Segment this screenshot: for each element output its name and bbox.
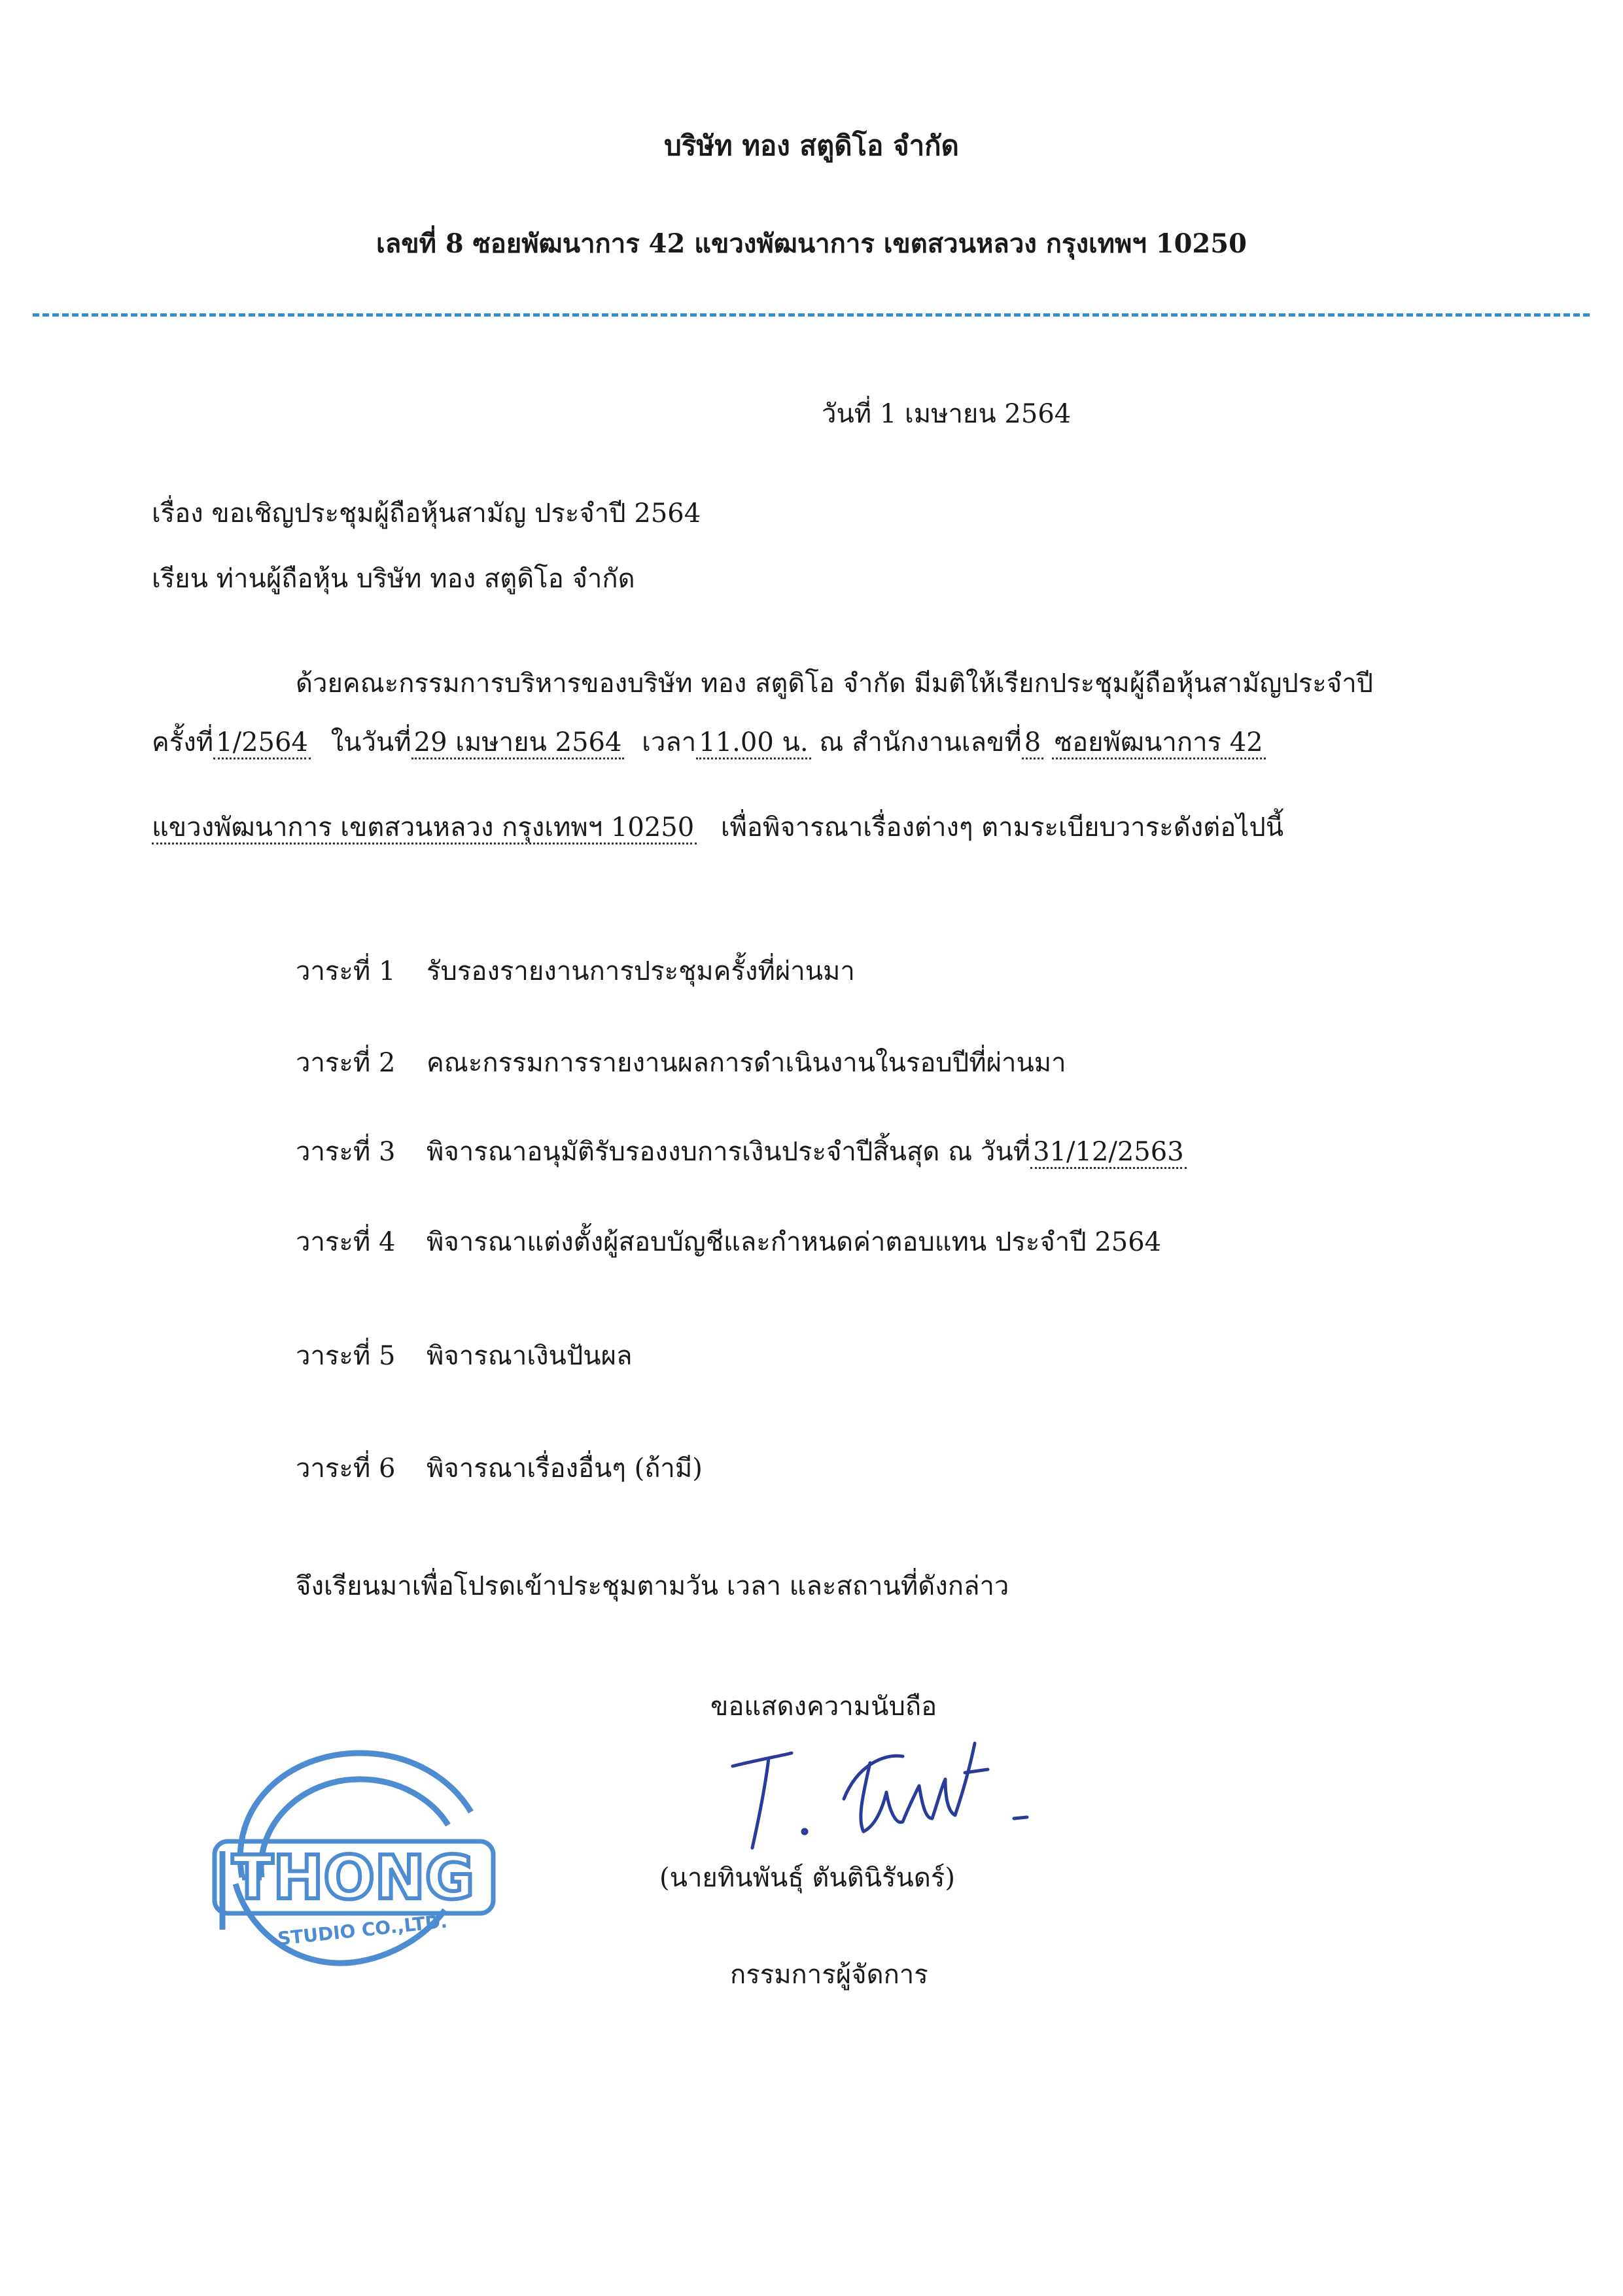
stamp-subtitle: STUDIO CO.,LTD. xyxy=(276,1910,449,1950)
header-divider xyxy=(33,313,1590,317)
agenda-text: พิจารณาอนุมัติรับรองงบการเงินประจำปีสิ้นสุด ณ วันที่ xyxy=(427,1137,1031,1167)
letter-date: วันที่ 1 เมษายน 2564 xyxy=(822,399,1072,429)
agenda-date: 31/12/2563 xyxy=(1030,1137,1187,1169)
meeting-no-label: ครั้งที่ xyxy=(152,727,214,757)
signer-title: กรรมการผู้จัดการ xyxy=(730,1960,928,1990)
meeting-time: 11.00 น. xyxy=(696,727,811,759)
agenda-text: คณะกรรมการรายงานผลการดำเนินงานในรอบปีที่ผ่านมา xyxy=(427,1048,1066,1078)
agenda-item-6 xyxy=(296,1447,703,1489)
company-address: เลขที่ 8 ซอยพัฒนาการ 42 แขวงพัฒนาการ เขตสวนหลวง กรุงเทพฯ 10250 xyxy=(376,228,1247,259)
agenda-item-2 xyxy=(296,1041,1066,1083)
body-line-1: ด้วยคณะกรรมการบริหารของบริษัท ทอง สตูดิโอ จำกัด มีมติให้เรียกประชุมผู้ถือหุ้นสามัญประจำปี xyxy=(296,669,1374,699)
subject-line: เรื่อง ขอเชิญประชุมผู้ถือหุ้นสามัญ ประจำปี 2564 xyxy=(152,498,701,529)
agenda-text: พิจารณาเงินปันผล xyxy=(427,1341,633,1371)
agenda-number: วาระที่ 4 xyxy=(296,1227,396,1257)
body-line-3 xyxy=(152,806,1283,848)
company-stamp xyxy=(196,1714,510,1989)
agenda-number: วาระที่ 3 xyxy=(296,1137,396,1167)
agenda-text: พิจารณาเรื่องอื่นๆ (ถ้ามี) xyxy=(427,1453,703,1484)
recipient-line: เรียน ท่านผู้ถือหุ้น บริษัท ทอง สตูดิโอ จำกัด xyxy=(152,564,635,594)
agenda-number: วาระที่ 2 xyxy=(296,1048,396,1078)
handwritten-signature xyxy=(707,1727,1047,1858)
office-soi: ซอยพัฒนาการ 42 xyxy=(1052,727,1266,759)
signature-strokes xyxy=(733,1743,1027,1848)
agenda-item-4 xyxy=(296,1221,1161,1262)
agenda-intro: เพื่อพิจารณาเรื่องต่างๆ ตามระเบียบวาระดังต่อไปนี้ xyxy=(720,812,1284,843)
agenda-item-5 xyxy=(296,1334,633,1376)
office-district: แขวงพัฒนาการ เขตสวนหลวง กรุงเทพฯ 10250 xyxy=(152,812,697,844)
meeting-date: 29 เมษายน 2564 xyxy=(411,727,625,759)
agenda-item-1 xyxy=(296,950,855,992)
agenda-number: วาระที่ 6 xyxy=(296,1453,396,1484)
agenda-number: วาระที่ 5 xyxy=(296,1341,396,1371)
agenda-text: พิจารณาแต่งตั้งผู้สอบบัญชีและกำหนดค่าตอบแทน ประจำปี 2564 xyxy=(427,1227,1162,1257)
agenda-text: รับรองรายงานการประชุมครั้งที่ผ่านมา xyxy=(427,956,855,986)
meeting-date-label: ในวันที่ xyxy=(330,727,411,757)
regards-line: ขอแสดงความนับถือ xyxy=(710,1692,937,1722)
stamp-brand: THONG xyxy=(232,1843,475,1913)
body-line-2 xyxy=(152,721,1266,763)
meeting-number: 1/2564 xyxy=(213,727,311,759)
agenda-number: วาระที่ 1 xyxy=(296,956,396,986)
signer-name: (นายทินพันธุ์ ตันตินิรันดร์) xyxy=(659,1863,955,1893)
meeting-time-label: เวลา xyxy=(642,727,697,757)
office-label: ณ สำนักงานเลขที่ xyxy=(819,727,1022,757)
closing-sentence: จึงเรียนมาเพื่อโปรดเข้าประชุมตามวัน เวลา และสถานที่ดังกล่าว xyxy=(296,1571,1009,1601)
office-number: 8 xyxy=(1022,727,1043,759)
company-name: บริษัท ทอง สตูดิโอ จำกัด xyxy=(664,130,959,162)
agenda-item-3 xyxy=(296,1130,1187,1172)
